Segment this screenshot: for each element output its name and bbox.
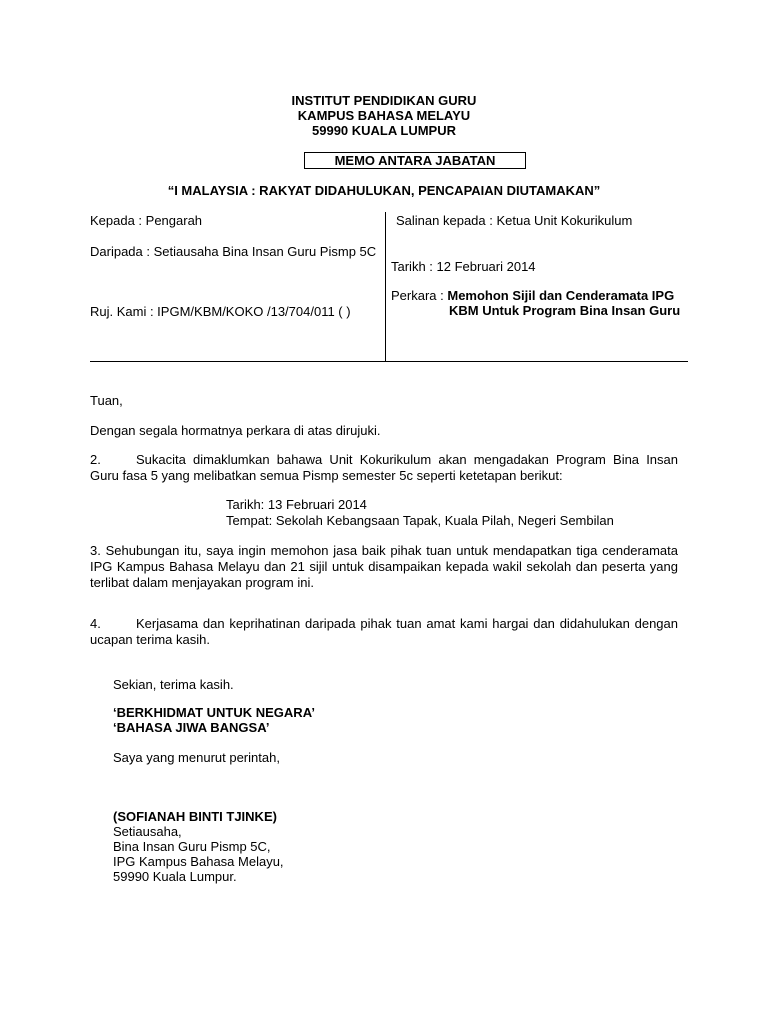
closing-thanks: Sekian, terima kasih. bbox=[113, 677, 234, 692]
salutation: Tuan, bbox=[90, 393, 123, 408]
paragraph-2 bbox=[90, 452, 678, 484]
closing-menurut: Saya yang menurut perintah, bbox=[113, 750, 280, 765]
daripada-field: Daripada : Setiausaha Bina Insan Guru Pismp 5C bbox=[90, 244, 377, 259]
perkara-field bbox=[391, 288, 674, 303]
signatory-org-1: Bina Insan Guru Pismp 5C, bbox=[113, 839, 271, 854]
perkara-label: Perkara : bbox=[391, 288, 448, 303]
paragraph-3: 3. Sehubungan itu, saya ingin memohon jasa baik pihak tuan untuk mendapatkan tiga cenderamata IPG Kampus Bahasa Melayu dan 21 sijil untuk disampaikan kepada wakil sekolah dan peserta yang terlibat dalam menjayakan program ini. bbox=[90, 543, 678, 590]
tarikh-field: Tarikh : 12 Februari 2014 bbox=[391, 259, 536, 274]
intro-paragraph: Dengan segala hormatnya perkara di atas dirujuki. bbox=[90, 423, 381, 438]
institution-address: 59990 KUALA LUMPUR bbox=[312, 123, 456, 138]
signatory-name: (SOFIANAH BINTI TJINKE) bbox=[113, 809, 277, 824]
meta-divider-horizontal bbox=[90, 361, 688, 362]
signatory-org-2: IPG Kampus Bahasa Melayu, bbox=[113, 854, 284, 869]
perkara-subject-line1: Memohon Sijil dan Cenderamata IPG bbox=[447, 288, 675, 303]
paragraph-2-text: Sukacita dimaklumkan bahawa Unit Kokurikulum akan mengadakan Program Bina Insan Guru fasa 5 yang melibatkan semua Pismp semester 5c seperti ketetapan berikut: bbox=[90, 452, 678, 483]
paragraph-4-text: Kerjasama dan keprihatinan daripada pihak tuan amat kami hargai dan didahulukan dengan ucapan terima kasih. bbox=[90, 616, 678, 647]
perkara-subject-line2: KBM Untuk Program Bina Insan Guru bbox=[449, 303, 681, 318]
signatory-org-3: 59990 Kuala Lumpur. bbox=[113, 869, 237, 884]
kepada-field: Kepada : Pengarah bbox=[90, 213, 203, 228]
paragraph-4-number: 4. bbox=[90, 616, 101, 631]
paragraph-4 bbox=[90, 616, 678, 648]
reference-field: Ruj. Kami : IPGM/KBM/KOKO /13/704/011 ( ) bbox=[90, 304, 351, 319]
paragraph-2-number: 2. bbox=[90, 452, 101, 467]
slogan: “I MALAYSIA : RAKYAT DIDAHULUKAN, PENCAPAIAN DIUTAMAKAN” bbox=[167, 183, 601, 198]
meta-divider-vertical bbox=[385, 212, 386, 362]
motto-1: ‘BERKHIDMAT UNTUK NEGARA’ bbox=[113, 705, 315, 720]
campus-name: KAMPUS BAHASA MELAYU bbox=[297, 108, 471, 123]
event-date: Tarikh: 13 Februari 2014 bbox=[226, 497, 367, 512]
memo-title-box: MEMO ANTARA JABATAN bbox=[304, 152, 526, 169]
salinan-field: Salinan kepada : Ketua Unit Kokurikulum bbox=[396, 213, 633, 228]
signatory-title: Setiausaha, bbox=[113, 824, 182, 839]
event-venue: Tempat: Sekolah Kebangsaan Tapak, Kuala Pilah, Negeri Sembilan bbox=[226, 513, 614, 528]
motto-2: ‘BAHASA JIWA BANGSA’ bbox=[113, 720, 270, 735]
institution-name: INSTITUT PENDIDIKAN GURU bbox=[291, 93, 477, 108]
